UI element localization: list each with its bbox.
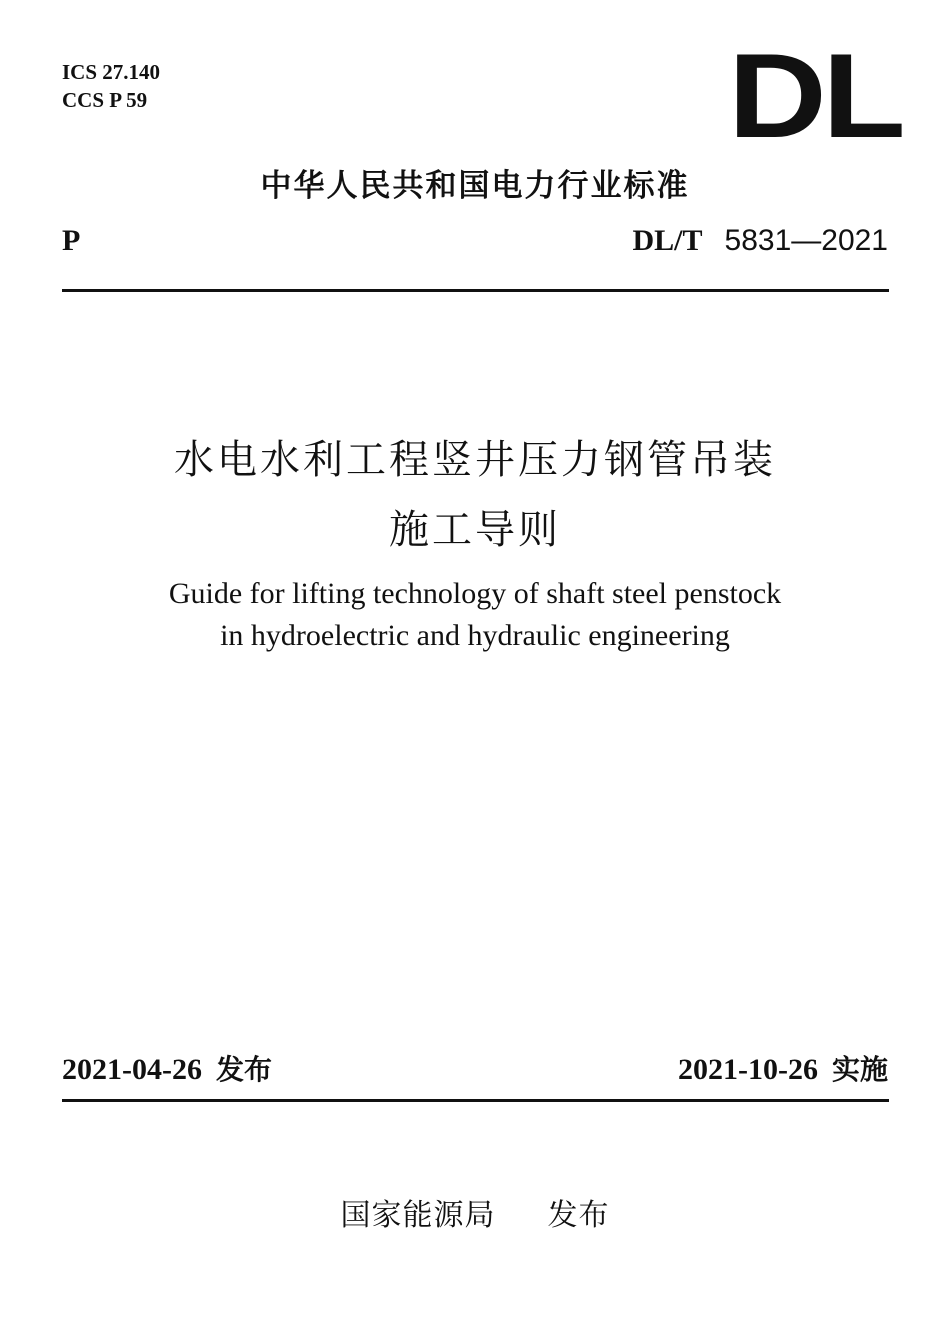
publisher-name: 国家能源局 xyxy=(340,1198,496,1233)
classification-codes xyxy=(62,58,160,114)
standard-category-title: 中华人民共和国电力行业标准 xyxy=(260,168,690,204)
dl-logo: DL xyxy=(728,29,902,163)
title-cn-line-1: 水电水利工程竖井压力钢管吊装 xyxy=(174,437,776,483)
implement-label: 实施 xyxy=(831,1053,888,1086)
title-cn-line-2: 施工导则 xyxy=(389,507,561,553)
ics-code: ICS 27.140 xyxy=(62,60,161,84)
bottom-divider xyxy=(62,1099,889,1102)
issue-label: 发布 xyxy=(215,1053,272,1086)
implement-date-block xyxy=(678,1048,888,1088)
ccs-code: CCS P 59 xyxy=(62,88,148,112)
publisher-label: 发布 xyxy=(547,1198,610,1233)
category-code: P xyxy=(62,224,81,257)
implement-date: 2021-10-26 xyxy=(678,1053,818,1086)
issue-date-block xyxy=(62,1048,272,1088)
standard-number xyxy=(632,224,888,258)
standard-number-value: 5831—2021 xyxy=(724,224,888,257)
publisher-line xyxy=(0,1190,950,1234)
top-divider xyxy=(62,289,889,292)
title-en-line-1: Guide for lifting technology of shaft steel penstock xyxy=(168,577,782,610)
issue-date: 2021-04-26 xyxy=(62,1053,202,1086)
title-en-line-2: in hydroelectric and hydraulic engineering xyxy=(220,619,730,652)
standard-number-prefix: DL/T xyxy=(632,224,703,257)
